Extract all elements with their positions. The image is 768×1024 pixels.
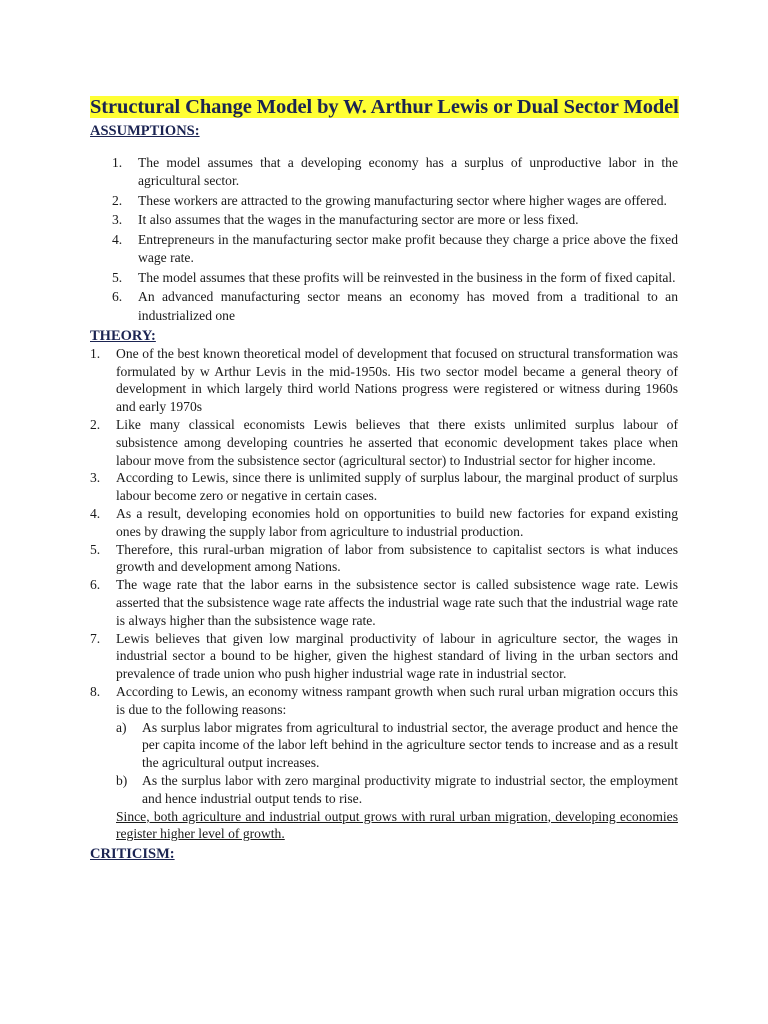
list-number: 5. [90, 541, 101, 557]
list-item [112, 192, 678, 210]
list-item [116, 719, 678, 772]
criticism-heading: CRITICISM: [90, 846, 175, 863]
list-number: 4. [112, 231, 123, 247]
list-text: The model assumes that these profits will be reinvested in the business in the form of fixed capital. [138, 269, 676, 285]
list-text: It also assumes that the wages in the manufacturing sector are more or less fixed. [138, 212, 579, 228]
list-number: 3. [112, 212, 123, 228]
list-text: As a result, developing economies hold on opportunities to build new factories for expand existing ones by drawing the supply labor from agriculture to industrial production. [116, 505, 678, 539]
list-number: 1. [112, 155, 123, 170]
theory-heading: THEORY: [90, 327, 156, 344]
list-number: 1. [90, 345, 101, 361]
theory-sublist [116, 719, 678, 808]
list-text: One of the best known theoretical model of development that focused on structural transformation was formulated by w Arthur Levis in the mid-1950s. His two sector model became a general theory of development in which largely third world Nations progress were registered or witness during 1960s and early 1970s [116, 345, 678, 415]
list-item [112, 288, 678, 324]
document-page [90, 94, 678, 863]
list-text: An advanced manufacturing sector means an economy has moved from a traditional to an industrialized one [138, 289, 678, 323]
list-text: The model assumes that a developing economy has a surplus of unproductive labor in the agricultural sector. [138, 155, 678, 189]
list-text: Lewis believes that given low marginal productivity of labour in agriculture sector, the wages in industrial sector a bound to be higher, given the highest standard of living in the urban sectors and prevalence of trade union who push higher industrial wage rate in industrial sector. [116, 630, 678, 682]
list-text: Entrepreneurs in the manufacturing sector make profit because they charge a price above the fixed wage rate. [138, 231, 678, 266]
list-item [90, 541, 678, 577]
list-number: a) [116, 719, 127, 735]
list-item [90, 416, 678, 469]
list-item [112, 269, 678, 287]
list-item [112, 154, 678, 190]
list-item [90, 469, 678, 505]
theory-list [90, 345, 678, 843]
list-number: 4. [90, 505, 101, 521]
assumptions-list [112, 154, 678, 325]
list-item [90, 683, 678, 843]
list-number: 6. [112, 289, 123, 305]
list-item [90, 505, 678, 541]
list-number: 3. [90, 470, 101, 486]
assumptions-heading: ASSUMPTIONS: [90, 123, 200, 139]
list-number: 6. [90, 577, 101, 593]
list-item [112, 231, 678, 267]
theory-conclusion: Since, both agriculture and industrial output grows with rural urban migration, developing economies register higher level of growth. [116, 808, 678, 842]
list-item [116, 772, 678, 808]
list-text: These workers are attracted to the growing manufacturing sector where higher wages are offered. [138, 192, 667, 208]
list-text: Like many classical economists Lewis believes that there exists unlimited surplus labour of subsistence among developing countries he asserted that economic development takes place when labour move from the subsistence sector (agricultural sector) to Industrial sector for higher income. [116, 416, 678, 468]
list-text: According to Lewis, since there is unlimited supply of surplus labour, the marginal product of surplus labour become zero or negative in certain cases. [116, 470, 678, 504]
title-block [90, 94, 678, 122]
list-item [112, 211, 678, 229]
list-text: The wage rate that the labor earns in the subsistence sector is called subsistence wage rate. Lewis asserted that the subsistence wage rate affects the industrial wage rate such that the industrial wage rate is always higher than the subsistence wage rate. [116, 577, 678, 628]
list-number: 2. [112, 192, 123, 208]
list-number: b) [116, 772, 128, 788]
list-number: 7. [90, 630, 101, 646]
list-number: 8. [90, 683, 101, 699]
list-number: 5. [112, 269, 123, 285]
list-item [90, 345, 678, 416]
list-number: 2. [90, 416, 101, 432]
list-item [90, 576, 678, 629]
document-title: Structural Change Model by W. Arthur Lewis or Dual Sector Model [90, 96, 679, 118]
list-text: As surplus labor migrates from agricultural to industrial sector, the average product and hence the per capita income of the labor left behind in the agriculture sector tends to increase and as a result the agricultural output increases. [142, 719, 678, 771]
list-text: As the surplus labor with zero marginal productivity migrate to industrial sector, the employment and hence industrial output tends to rise. [142, 772, 678, 806]
list-text: According to Lewis, an economy witness rampant growth when such rural urban migration occurs this is due to the following reasons: [116, 683, 678, 717]
list-item [90, 630, 678, 683]
list-text: Therefore, this rural-urban migration of labor from subsistence to capitalist sectors is what induces growth and development among Nations. [116, 541, 678, 575]
